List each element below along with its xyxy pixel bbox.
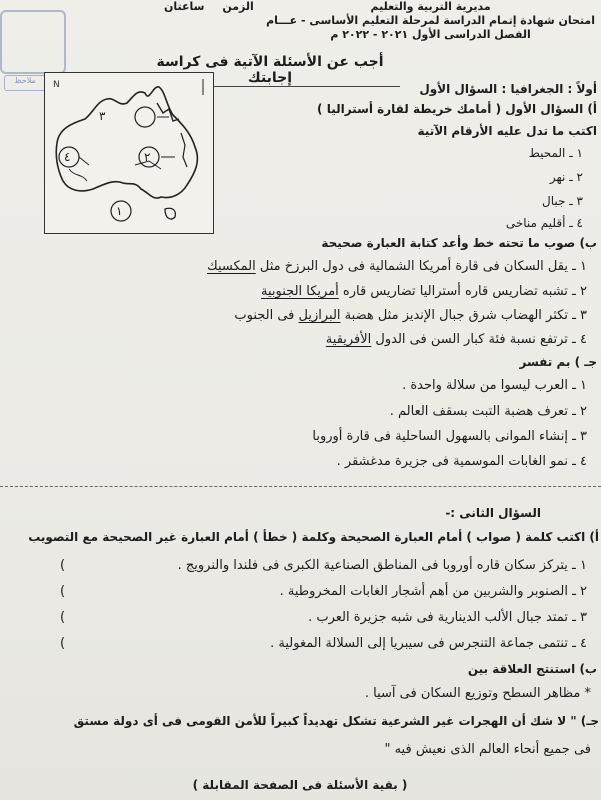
q1-a-title: أ) السؤال الأول ( أمامك خريطة لقارة أستراليا ) (317, 102, 597, 116)
svg-text:N: N (53, 80, 60, 90)
exam-time (150, 0, 254, 13)
q1-c-item-4: ٤ ـ نمو الغابات الموسمية فى جزيرة مدغشقر . (336, 454, 587, 469)
q1-a-item-3: ٣ ـ جبال (541, 194, 583, 208)
answer-bracket: ( (60, 584, 66, 599)
q1-c-item-1: ١ ـ العرب ليسوا من سلالة واحدة . (402, 378, 587, 393)
directorate-name: مديرية التربية والتعليم (370, 0, 491, 13)
answer-bracket: ( (60, 610, 66, 625)
q1-b-item-3: ٣ ـ تكثر الهضاب شرق جبال الإنديز مثل هضبة البرازيل فى الجنوب (234, 308, 587, 323)
underlined-word: أمريكا الجنوبية (261, 284, 339, 299)
exam-header (266, 0, 595, 42)
q1-a-item-2: ٢ ـ نهر (549, 170, 583, 184)
q1-b-title: ب) صوب ما تحته خط وأعد كتابة العبارة صحيحة (321, 236, 597, 250)
ink-stamp (0, 10, 66, 74)
q2-b-title: ب) استنتج العلاقة بين (467, 662, 597, 676)
answer-bracket: ( (60, 636, 66, 651)
q1-b-item-2: ٢ ـ تشبه تضاريس قاره أستراليا تضاريس قاره أمريكا الجنوبية (261, 284, 587, 299)
q1-b-item-1: ١ ـ يقل السكان فى قارة أمريكا الشمالية فى دول البرزخ مثل المكسيك (207, 259, 587, 274)
exam-title: امتحان شهادة إتمام الدراسة لمرحلة التعليم الأساسى - عـــام (266, 14, 595, 27)
q2-a-item-1: ١ ـ يتركز سكان قاره أوروبا فى المناطق الصناعية الكبرى فى فلندا والنرويج . (177, 558, 587, 573)
q2-a-item-2: ٢ ـ الصنوبر والشربين من أهم أشجار الغابات المخروطية . (279, 584, 587, 599)
underlined-word: البرازيل (298, 308, 341, 323)
q2-b-item: * مظاهر السطح وتوزيع السكان فى آسيا . (364, 686, 591, 701)
q1-c-item-3: ٣ ـ إنشاء الموانى بالسهول الساحلية فى قارة أوروبا (312, 429, 587, 444)
q2-a-item-4: ٤ ـ تنتمى جماعة التنجرس فى سيبريا إلى السلالة المغولية . (270, 636, 587, 651)
map-label-3: ٣ (99, 109, 106, 123)
part-two-heading: السؤال الثانى :- (445, 506, 541, 520)
stamp-label: ملاحظ (4, 75, 46, 91)
map-label-1: ١ (116, 204, 123, 218)
q2-c-line-2: فى جميع أنحاء العالم الذى نعيش فيه " (384, 742, 591, 757)
q1-a-item-4: ٤ ـ أقليم مناخى (505, 216, 583, 230)
map-label-4: ٤ (64, 150, 71, 164)
answer-bracket: ( (60, 558, 66, 573)
q1-c-title: جـ ) بم تفسر (519, 355, 597, 369)
section-divider (0, 486, 601, 487)
footer-note: ( بقية الأسئلة فى الصفحة المقابلة ) (192, 778, 408, 792)
q1-a-item-1: ١ ـ المحيط (528, 146, 583, 160)
underlined-word: الأفريقية (325, 332, 372, 347)
q2-c-line-1: جـ) " لا شك أن الهجرات غير الشرعية تشكل تهديداً كبيراً للأمن القومى فى أى دولة مستق (73, 714, 599, 728)
australia-map (44, 72, 214, 234)
q1-c-item-2: ٢ ـ تعرف هضبة التبت بسقف العالم . (389, 404, 587, 419)
q2-a-item-3: ٣ ـ تمتد جبال الألب الدينارية فى شبه جزيرة العرب . (308, 610, 587, 625)
instruction: أجب عن الأسئلة الآتية فى كراسة إجابتك (140, 54, 400, 87)
q2-a-title: أ) اكتب كلمة ( صواب ) أمام العبارة الصحيحة وكلمة ( خطأ ) أمام العبارة غير الصحيحة مع التصويب (28, 530, 599, 544)
underlined-word: المكسيك (207, 259, 256, 274)
semester-line: الفصل الدراسى الأول ٢٠٢١ - ٢٠٢٢ م (330, 28, 531, 41)
part-one-heading: أولاً : الجغرافيا : السؤال الأول (419, 82, 597, 96)
time-value: ساعتان (164, 0, 205, 13)
q1-a-instruction: اكتب ما تدل عليه الأرقام الآتية (417, 124, 597, 138)
time-label: الزمن (222, 0, 254, 13)
q1-b-item-4: ٤ ـ ترتفع نسبة فئة كبار السن فى الدول الأفريقية (325, 332, 587, 347)
map-label-2: ٢ (144, 150, 151, 164)
